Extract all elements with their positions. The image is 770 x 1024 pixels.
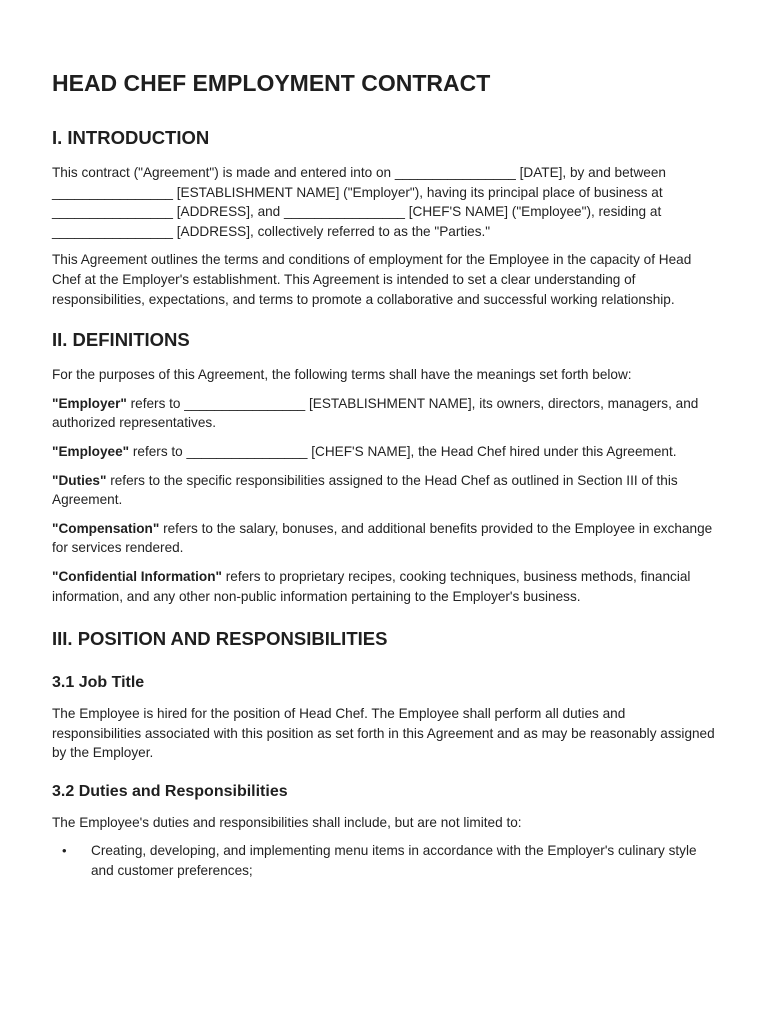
subsection-heading: 3.2 Duties and Responsibilities <box>52 782 288 800</box>
definition-employee <box>52 442 718 462</box>
section-heading: I. INTRODUCTION <box>52 127 210 148</box>
paragraph: The Employee is hired for the position of Head Chef. The Employee shall perform all duties and responsibilities associated with this position as set forth in this Agreement and as may be reasonably assigned by the Employer. <box>52 706 715 761</box>
definition-duties <box>52 471 718 510</box>
definition-text: refers to the specific responsibilities assigned to the Head Chef as outlined in Section III of this Agreement. <box>52 472 678 508</box>
definition-text: refers to proprietary recipes, cooking techniques, business methods, financial information, and any other non-public information pertaining to the Employer's business. <box>52 568 691 604</box>
definition-employer <box>52 394 718 433</box>
duties-list <box>52 841 718 880</box>
definition-term: "Duties" <box>52 472 107 488</box>
definition-term: "Compensation" <box>52 520 160 536</box>
bullet-icon: • <box>62 843 67 859</box>
list-item-text: Creating, developing, and implementing menu items in accordance with the Employer's culinary style and customer preferences; <box>91 843 697 879</box>
section-heading: III. POSITION AND RESPONSIBILITIES <box>52 628 388 650</box>
section-definitions <box>52 329 718 606</box>
definition-compensation <box>52 519 718 558</box>
section-heading: II. DEFINITIONS <box>52 329 190 351</box>
section-position <box>52 628 718 881</box>
document-title: HEAD CHEF EMPLOYMENT CONTRACT <box>52 70 491 96</box>
definition-text: refers to ________________ [ESTABLISHMENT NAME], its owners, directors, managers, and authorized representatives. <box>52 395 699 431</box>
list-item <box>52 841 718 880</box>
paragraph: This contract ("Agreement") is made and entered into on ________________ [DATE], by and between ________________ [ESTABLISHMENT NAME] ("Employer"), having its principal place of business at ________________ [ADDRESS], and ________________ [CHEF'S NAME] ("Employee"), residing at ________________ [ADDRESS], collectively referred to as the "Parties." <box>52 165 666 239</box>
section-introduction <box>52 127 718 309</box>
definition-term: "Employee" <box>52 443 130 459</box>
subsection-heading: 3.1 Job Title <box>52 674 145 692</box>
paragraph: For the purposes of this Agreement, the following terms shall have the meanings set forth below: <box>52 367 632 383</box>
paragraph: The Employee's duties and responsibilities shall include, but are not limited to: <box>52 814 522 830</box>
definition-term: "Employer" <box>52 395 127 411</box>
definition-text: refers to the salary, bonuses, and additional benefits provided to the Employee in exchange for services rendered. <box>52 520 713 556</box>
definition-text: refers to ________________ [CHEF'S NAME], the Head Chef hired under this Agreement. <box>129 443 677 459</box>
paragraph: This Agreement outlines the terms and conditions of employment for the Employee in the capacity of Head Chef at the Employer's establishment. This Agreement is intended to set a clear understanding of responsibilities, expectations, and terms to promote a collaborative and successful working relationship. <box>52 252 692 307</box>
definition-term: "Confidential Information" <box>52 568 222 584</box>
definition-confidential-information <box>52 567 718 606</box>
